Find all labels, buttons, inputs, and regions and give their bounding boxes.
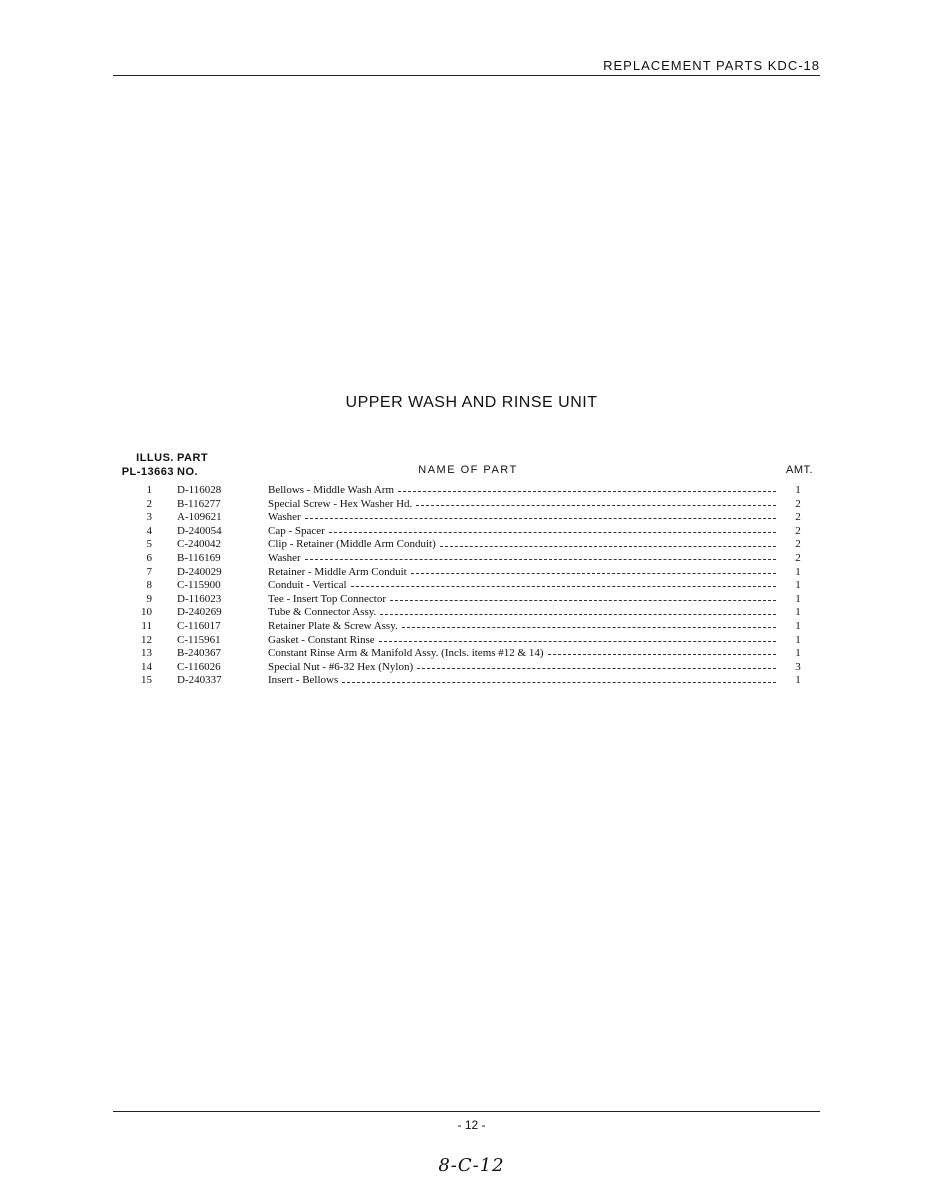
- part-name: Gasket - Constant Rinse: [268, 633, 375, 646]
- part-name-cell: [268, 538, 776, 552]
- amount: 1: [795, 592, 801, 605]
- part-name-cell: [268, 511, 776, 525]
- part-name: Clip - Retainer (Middle Arm Conduit): [268, 538, 436, 551]
- illus-number: 9: [146, 592, 152, 605]
- dotted-leader: [305, 518, 776, 519]
- part-header-line1: PART: [177, 452, 209, 464]
- table-row: [0, 661, 943, 675]
- part-name-cell: [268, 566, 776, 580]
- part-name-cell: [268, 661, 776, 675]
- part-number: C-115900: [177, 579, 221, 592]
- part-number: D-240054: [177, 524, 222, 537]
- footer-rule: [113, 1111, 820, 1112]
- amount: 1: [795, 565, 801, 578]
- part-number: B-240367: [177, 647, 221, 660]
- part-number: D-116028: [177, 484, 222, 496]
- part-name: Tee - Insert Top Connector: [268, 592, 386, 605]
- table-row: [0, 647, 943, 661]
- dotted-leader: [342, 682, 776, 683]
- part-name: Special Screw - Hex Washer Hd.: [268, 497, 413, 510]
- part-name: Constant Rinse Arm & Manifold Assy. (Incls. items #12 & 14): [268, 647, 544, 660]
- table-row: [0, 593, 943, 607]
- amount: 1: [795, 484, 801, 496]
- dotted-leader: [417, 668, 776, 669]
- table-row: [0, 674, 943, 688]
- table-row: [0, 511, 943, 525]
- amount: 1: [795, 579, 801, 592]
- part-name: Tube & Connector Assy.: [268, 606, 377, 619]
- part-name-cell: [268, 647, 776, 661]
- table-row: [0, 484, 943, 498]
- dotted-leader: [305, 559, 776, 560]
- illus-number: 10: [141, 606, 152, 619]
- illus-number: 13: [141, 647, 152, 660]
- part-number: C-115961: [177, 633, 221, 646]
- table-row: [0, 525, 943, 539]
- amount: 2: [795, 538, 801, 551]
- illus-column-header: [114, 451, 174, 479]
- dotted-leader: [380, 614, 776, 615]
- table-row: [0, 538, 943, 552]
- amount: 2: [795, 551, 801, 564]
- amount: 2: [795, 511, 801, 524]
- part-name: Bellows - Middle Wash Arm: [268, 484, 395, 496]
- part-name-cell: [268, 606, 776, 620]
- part-name-cell: [268, 498, 776, 512]
- dotted-leader: [329, 532, 776, 533]
- dotted-leader: [402, 627, 776, 628]
- part-header-line2: NO.: [177, 466, 199, 478]
- part-name-cell: [268, 634, 776, 648]
- parts-table: [0, 484, 943, 688]
- illus-number: 11: [141, 619, 152, 632]
- dotted-leader: [351, 586, 776, 587]
- part-name-cell: [268, 484, 776, 498]
- amount: 1: [795, 647, 801, 660]
- part-number: D-240029: [177, 565, 222, 578]
- part-name-cell: [268, 593, 776, 607]
- name-column-header: NAME OF PART: [418, 464, 518, 476]
- amt-column-header: AMT.: [786, 464, 814, 476]
- part-number: D-240269: [177, 606, 222, 619]
- dotted-leader: [440, 546, 776, 547]
- amount: 1: [795, 674, 801, 687]
- dotted-leader: [416, 505, 776, 506]
- part-name-cell: [268, 552, 776, 566]
- illus-number: 4: [146, 524, 152, 537]
- part-name: Insert - Bellows: [268, 674, 339, 687]
- dotted-leader: [390, 600, 776, 601]
- table-row: [0, 566, 943, 580]
- part-number: D-240337: [177, 674, 222, 687]
- part-name-cell: [268, 525, 776, 539]
- dotted-leader: [548, 654, 777, 655]
- illus-number: 1: [146, 484, 152, 496]
- page-number: - 12 -: [457, 1118, 486, 1132]
- part-name: Conduit - Vertical: [268, 579, 347, 592]
- illus-number: 8: [146, 579, 152, 592]
- part-number: B-116169: [177, 551, 221, 564]
- header-title: REPLACEMENT PARTS KDC-18: [603, 58, 820, 73]
- table-row: [0, 606, 943, 620]
- table-row: [0, 634, 943, 648]
- dotted-leader: [379, 641, 776, 642]
- part-name: Washer: [268, 511, 301, 524]
- illus-number: 5: [146, 538, 152, 551]
- illus-number: 3: [146, 511, 152, 524]
- illus-number: 12: [141, 633, 152, 646]
- part-name: Retainer Plate & Screw Assy.: [268, 619, 398, 632]
- part-number: D-116023: [177, 592, 222, 605]
- dotted-leader: [411, 573, 776, 574]
- part-name: Special Nut - #6-32 Hex (Nylon): [268, 660, 414, 673]
- amount: 2: [795, 524, 801, 537]
- amount: 1: [795, 606, 801, 619]
- illus-number: 14: [141, 660, 152, 673]
- part-name: Cap - Spacer: [268, 524, 325, 537]
- table-row: [0, 620, 943, 634]
- amount: 3: [795, 660, 801, 673]
- dotted-leader: [398, 491, 776, 492]
- handwritten-note: 8-C-12: [438, 1155, 505, 1176]
- part-number: C-240042: [177, 538, 221, 551]
- illus-header-line1: ILLUS.: [136, 452, 174, 464]
- illus-header-line2: PL-13663: [121, 466, 174, 478]
- table-row: [0, 498, 943, 512]
- part-name: Retainer - Middle Arm Conduit: [268, 565, 407, 578]
- part-number: A-109621: [177, 511, 222, 524]
- part-name-cell: [268, 620, 776, 634]
- part-column-header: [177, 451, 208, 479]
- illus-number: 7: [146, 565, 152, 578]
- illus-number: 2: [146, 497, 152, 510]
- table-row: [0, 579, 943, 593]
- illus-number: 15: [141, 674, 152, 687]
- part-name-cell: [268, 579, 776, 593]
- header-rule: [113, 75, 820, 76]
- part-number: C-116017: [177, 619, 221, 632]
- section-title: UPPER WASH AND RINSE UNIT: [345, 394, 598, 411]
- part-number: C-116026: [177, 660, 221, 673]
- part-number: B-116277: [177, 497, 221, 510]
- amount: 1: [795, 633, 801, 646]
- part-name-cell: [268, 674, 776, 688]
- amount: 2: [795, 497, 801, 510]
- table-row: [0, 552, 943, 566]
- part-name: Washer: [268, 551, 301, 564]
- amount: 1: [795, 619, 801, 632]
- illus-number: 6: [146, 551, 152, 564]
